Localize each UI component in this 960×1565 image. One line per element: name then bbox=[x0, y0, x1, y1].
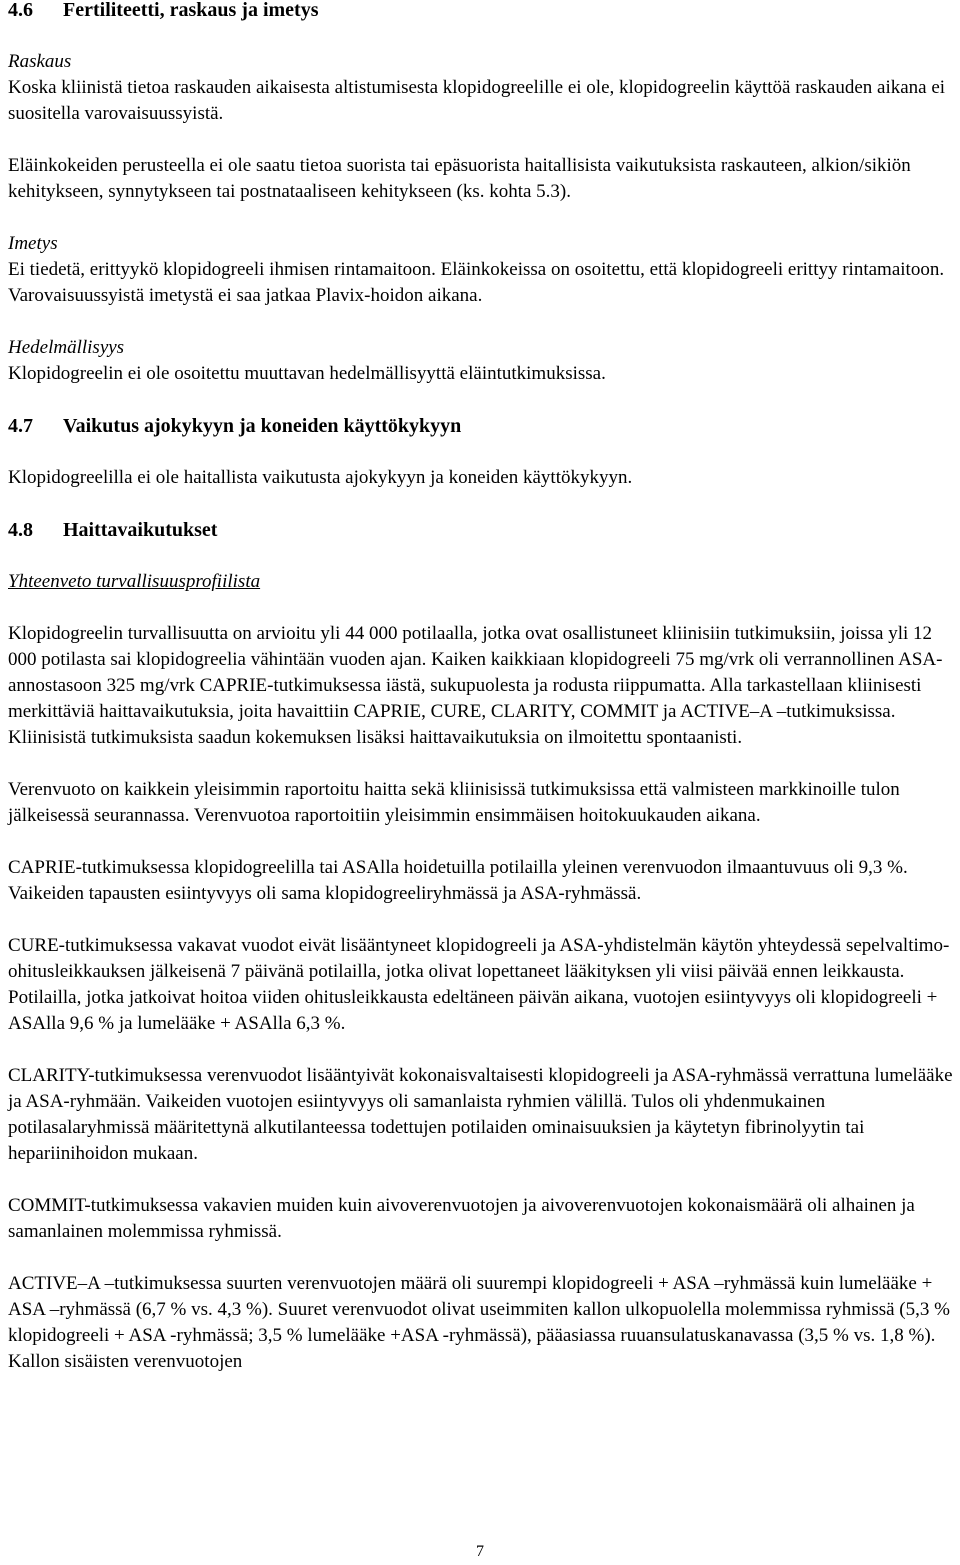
imetys-paragraph: Ei tiedetä, erittyykö klopidogreeli ihmisen rintamaitoon. Eläinkokeissa on osoitettu, että klopidogreeli erittyy rintamaitoon. Varovaisuussyistä imetystä ei saa jatkaa Plavix-hoidon aikana. bbox=[8, 259, 945, 306]
section-4-8-paragraph-5: CLARITY-tutkimuksessa verenvuodot lisääntyivät kokonaisvaltaisesti klopidogreeli ja ASA-ryhmässä verrattuna lumelääke ja ASA-ryhmään. Vaikeiden vuotojen esiintyvyys oli samanlaista ryhmien välillä. Tulos oli yhdenmukainen potilasalaryhmissä määritettynä alkutilanteessa todettujen potilaiden ominaisuuksien ja käytetyn fibrinolyytin tai hepariinihoidon mukaan. bbox=[8, 1065, 953, 1164]
page-number: 7 bbox=[476, 1543, 484, 1560]
hedelmallisyys-subheading: Hedelmällisyys bbox=[8, 337, 125, 358]
section-title: Fertiliteetti, raskaus ja imetys bbox=[63, 0, 319, 21]
section-4-7-heading bbox=[8, 413, 958, 439]
section-4-7-paragraph: Klopidogreelilla ei ole haitallista vaikutusta ajokykyyn ja koneiden käyttökykyyn. bbox=[8, 467, 633, 488]
section-title: Haittavaikutukset bbox=[63, 519, 218, 541]
section-4-8-paragraph-1: Klopidogreelin turvallisuutta on arvioitu yli 44 000 potilaalla, jotka ovat osallistuneet kliinisiin tutkimuksiin, joissa yli 12 000 potilasta sai klopidogreelia vähintään vuoden ajan. Kaiken kaikkiaan klopidogreeli 75 mg/vrk oli verrannollinen ASA-annostasoon 325 mg/vrk CAPRIE-tutkimuksessa iästä, sukupuolesta ja rodusta riippumatta. Alla tarkastellaan kliinisesti merkittäviä haittavaikutuksia, joita havaittiin CAPRIE, CURE, CLARITY, COMMIT ja ACTIVE–A –tutkimuksissa. Kliinisistä tutkimuksista saadun kokemuksen lisäksi haittavaikutuksia on ilmoitettu spontaanisti. bbox=[8, 623, 943, 748]
raskaus-subheading: Raskaus bbox=[8, 51, 72, 72]
hedelmallisyys-paragraph: Klopidogreelin ei ole osoitettu muuttavan hedelmällisyyttä eläintutkimuksissa. bbox=[8, 363, 606, 384]
summary-subheading: Yhteenveto turvallisuusprofiilista bbox=[8, 571, 261, 592]
section-4-8-paragraph-7: ACTIVE–A –tutkimuksessa suurten verenvuotojen määrä oli suurempi klopidogreeli + ASA –ryhmässä kuin lumelääke + ASA –ryhmässä (6,7 % vs. 4,3 %). Suuret verenvuodot olivat useimmiten kallon ulkopuolella molemmissa ryhmissä (5,3 % klopidogreeli + ASA -ryhmässä; 3,5 % lumelääke +ASA -ryhmässä), pääasiassa ruuansulatuskanavassa (3,5 % vs. 1,8 %). Kallon sisäisten verenvuotojen bbox=[8, 1273, 950, 1372]
section-4-8-heading bbox=[8, 517, 958, 543]
section-number: 4.8 bbox=[8, 519, 33, 541]
section-4-8-paragraph-4: CURE-tutkimuksessa vakavat vuodot eivät lisääntyneet klopidogreeli ja ASA-yhdistelmän käytön yhteydessä sepelvaltimo-ohitusleikkauksen jälkeisenä 7 päivänä potilailla, jotka olivat lopettaneet lääkityksen yli viisi päivää ennen leikkausta. Potilailla, jotka jatkoivat hoitoa viiden ohitusleikkausta edeltäneen päivän aikana, vuotojen esiintyvyys oli klopidogreeli + ASAlla 9,6 % ja lumelääke + ASAlla 6,3 %. bbox=[8, 935, 950, 1034]
section-4-6-heading bbox=[8, 0, 958, 23]
raskaus-paragraph-1: Koska kliinistä tietoa raskauden aikaisesta altistumisesta klopidogreelille ei ole, klopidogreelin käyttöä raskauden aikana ei suositella varovaisuussyistä. bbox=[8, 77, 946, 124]
section-4-8-paragraph-2: Verenvuoto on kaikkein yleisimmin raportoitu haitta sekä kliinisissä tutkimuksissa että valmisteen markkinoille tulon jälkeisessä seurannassa. Verenvuotoa raportoitiin yleisimmin ensimmäisen hoitokuukauden aikana. bbox=[8, 779, 900, 826]
document-page bbox=[8, 0, 958, 1375]
imetys-subheading: Imetys bbox=[8, 233, 58, 254]
section-number: 4.7 bbox=[8, 415, 33, 437]
section-4-8-paragraph-3: CAPRIE-tutkimuksessa klopidogreelilla tai ASAlla hoidetuilla potilailla yleinen verenvuodon ilmaantuvuus oli 9,3 %. Vaikeiden tapausten esiintyvyys oli sama klopidogreeliryhmässä ja ASA-ryhmässä. bbox=[8, 857, 908, 904]
section-4-8-paragraph-6: COMMIT-tutkimuksessa vakavien muiden kuin aivoverenvuotojen ja aivoverenvuotojen kokonaismäärä oli alhainen ja samanlainen molemmissa ryhmissä. bbox=[8, 1195, 915, 1242]
section-title: Vaikutus ajokykyyn ja koneiden käyttökykyyn bbox=[63, 415, 462, 437]
section-number: 4.6 bbox=[8, 0, 33, 21]
raskaus-paragraph-2: Eläinkokeiden perusteella ei ole saatu tietoa suorista tai epäsuorista haitallisista vaikutuksista raskauteen, alkion/sikiön kehitykseen, synnytykseen tai postnataaliseen kehitykseen (ks. kohta 5.3). bbox=[8, 155, 911, 202]
